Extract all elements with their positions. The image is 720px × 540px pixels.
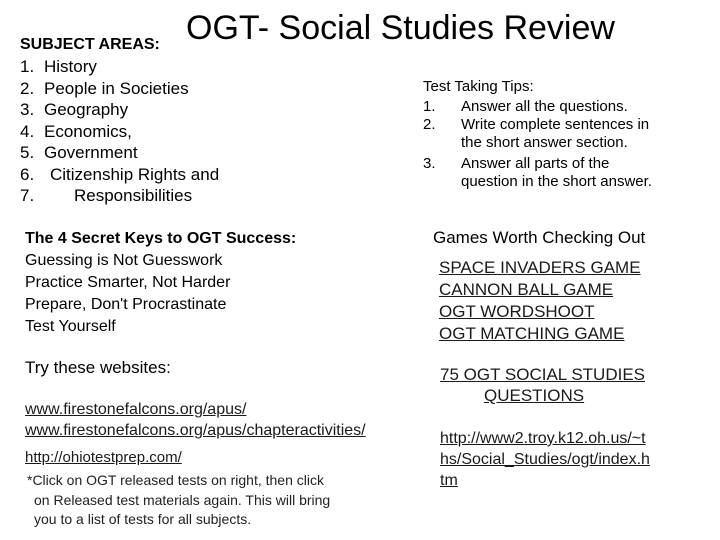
page-title: OGT- Social Studies Review — [186, 9, 615, 47]
firestone-chapter-activities-link[interactable]: www.firestonefalcons.org/apus/chapteractivities/ — [25, 422, 366, 439]
subject-item: 6. Citizenship Rights and — [20, 164, 220, 184]
subject-item: 2. People in Societies — [20, 78, 189, 98]
secret-key-item: Prepare, Don't Procrastinate — [25, 296, 227, 313]
ohiotestprep-link-wrap — [25, 449, 182, 466]
subject-item: 1. History — [20, 57, 97, 76]
websites-heading: Try these websites: — [25, 358, 171, 377]
test-taking-tips — [423, 78, 652, 191]
games-section — [433, 227, 645, 345]
subject-item: 4. Economics, — [20, 121, 132, 141]
tip-item: 1. Answer all the questions. — [423, 98, 628, 115]
ogt-matching-link[interactable]: OGT MATCHING GAME — [439, 324, 625, 343]
space-invaders-link[interactable]: SPACE INVADERS GAME — [439, 258, 641, 277]
cannon-ball-link[interactable]: CANNON BALL GAME — [439, 280, 614, 299]
ogt75-questions-link[interactable]: 75 OGT SOCIAL STUDIES QUESTIONS — [440, 365, 646, 405]
subject-item: 5. Government — [20, 143, 138, 162]
tip-item: 2. Write complete sentences in the short answer section. — [423, 116, 650, 151]
tip-item: 3. Answer all parts of the question in the short answer. — [423, 155, 652, 190]
subject-item: 7. Responsibilities — [20, 186, 193, 205]
ogt-wordshoot-link[interactable]: OGT WORDSHOOT — [439, 302, 595, 321]
secret-key-item: Test Yourself — [25, 318, 116, 335]
websites-links — [25, 399, 366, 441]
secret-keys-heading: The 4 Secret Keys to OGT Success: — [25, 230, 297, 247]
secret-keys — [25, 228, 296, 338]
released-tests-note: *Click on OGT released tests on right, then click on Released test materials again. This will bring you to a list of tests for all subjects. — [27, 472, 331, 527]
troy-link[interactable]: http://www2.troy.k12.oh.us/~t hs/Social_Studies/ogt/index.h tm — [440, 430, 650, 489]
subject-areas-list — [20, 56, 219, 207]
subject-areas-label: SUBJECT AREAS: — [20, 36, 160, 53]
subject-item: 3. Geography — [20, 100, 129, 119]
ohiotestprep-link[interactable]: http://ohiotestprep.com/ — [25, 449, 182, 466]
secret-key-item: Practice Smarter, Not Harder — [25, 274, 231, 291]
secret-key-item: Guessing is Not Guesswork — [25, 252, 223, 269]
games-heading: Games Worth Checking Out — [433, 228, 646, 247]
firestone-apus-link[interactable]: www.firestonefalcons.org/apus/ — [25, 401, 247, 418]
tips-heading: Test Taking Tips: — [423, 78, 534, 95]
